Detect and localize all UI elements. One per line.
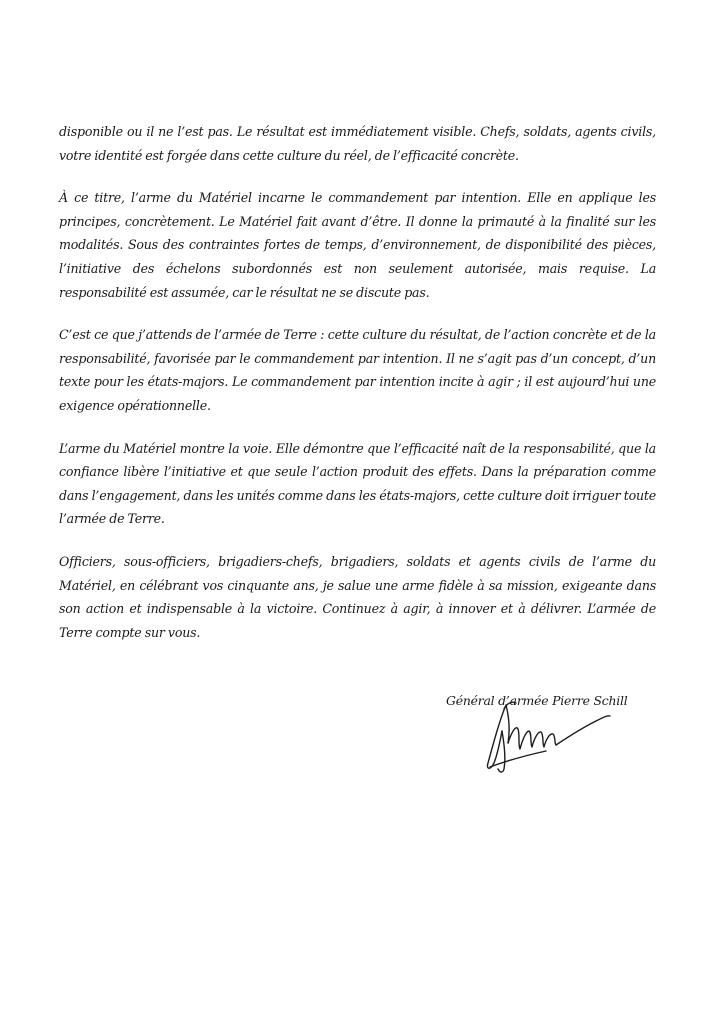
paragraph-4: L’arme du Matériel montre la voie. Elle démontre que l’efficacité naît de la responsabilité, que la confiance libère l’initiative et que seule l’action produit des effets. Dans la préparation comme dans l’engagement, dans les unités comme dans les états-majors, cette culture doit irriguer toute l’armée de Terre. [59,440,656,527]
signature-block [446,693,666,708]
handwritten-signature [476,697,616,777]
paragraph-2: À ce titre, l’arme du Matériel incarne le commandement par intention. Elle en applique les principes, concrètement. Le Matériel fait avant d’être. Il donne la primauté à la finalité sur les modalités. Sous des contraintes fortes de temps, d’environnement, de disponibilité des pièces, l’initiative des échelons subordonnés est non seulement autorisée, mais requise. La responsabilité est assumée, car le résultat ne se discute pas. [59,190,656,300]
letter-body [59,120,656,663]
paragraph-3: C’est ce que j’attends de l’armée de Terre : cette culture du résultat, de l’action concrète et de la responsabilité, favorisée par le commandement par intention. Il ne s’agit pas d’un concept, d’un texte pour les états-majors. Le commandement par intention incite à agir ; il est aujourd’hui une exigence opérationnelle. [59,327,656,413]
signatory-name: Général d’armée Pierre Schill [446,693,628,708]
paragraph-1: disponible ou il ne l’est pas. Le résultat est immédiatement visible. Chefs, soldats, agents civils, votre identité est forgée dans cette culture du réel, de l’efficacité concrète. [59,124,656,163]
paragraph-5: Officiers, sous-officiers, brigadiers-chefs, brigadiers, soldats et agents civils de l’arme du Matériel, en célébrant vos cinquante ans, je salue une arme fidèle à sa mission, exigeante dans son action et indispensable à la victoire. Continuez à agir, à innover et à délivrer. L’armée de Terre compte sur vous. [59,553,656,640]
